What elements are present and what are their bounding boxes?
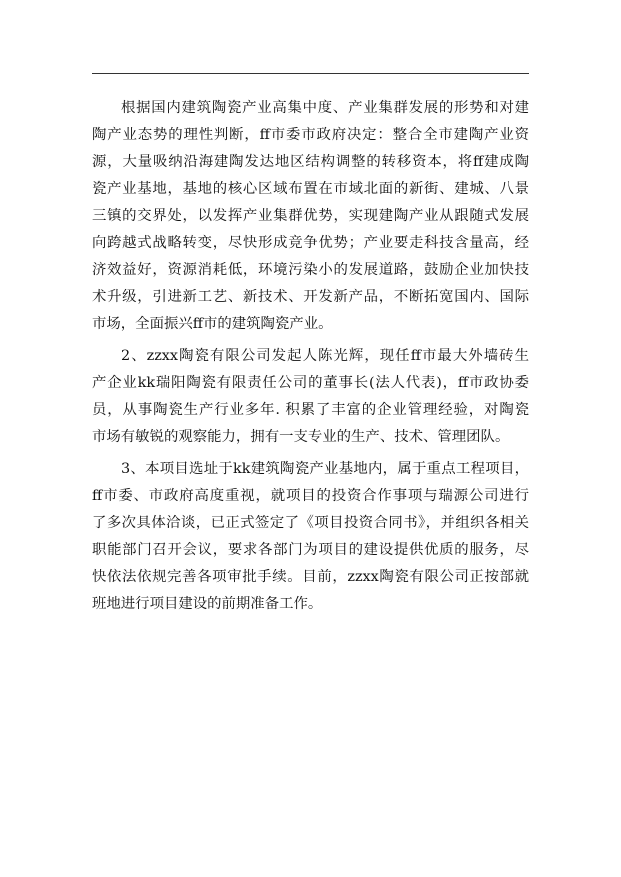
paragraph-line: 产企业kk瑞阳陶瓷有限责任公司的董事长(法人代表)，ff市政协委 — [92, 375, 529, 391]
paragraph-line: 市场有敏锐的观察能力，拥有一支专业的生产、技术、管理团队。 — [92, 429, 510, 445]
header-rule — [92, 73, 529, 74]
paragraph-line: 源，大量吸纳沿海建陶发达地区结构调整的转移资本，将ff建成陶 — [92, 154, 529, 170]
paragraph-line: 快依法依规完善各项审批手续。目前，zzxx陶瓷有限公司正按部就 — [92, 569, 529, 585]
paragraph-line: ff市委、市政府高度重视，就项目的投资合作事项与瑞源公司进行 — [92, 488, 529, 504]
paragraph-line: 班地进行项目建设的前期准备工作。 — [92, 596, 323, 612]
paragraph-line: 向跨越式战略转变，尽快形成竞争优势；产业要走科技含量高，经 — [92, 235, 529, 251]
paragraph-line: 职能部门召开会议，要求各部门为项目的建设提供优质的服务，尽 — [92, 542, 529, 558]
paragraph-line: 员，从事陶瓷生产行业多年. 积累了丰富的企业管理经验，对陶瓷 — [92, 402, 529, 418]
paragraph-line: 济效益好，资源消耗低，环境污染小的发展道路，鼓励企业加快技 — [92, 262, 529, 278]
paragraph-2 — [92, 343, 529, 451]
paragraph-line: 了多次具体洽谈，已正式签定了《项目投资合同书》，并组织各相关 — [92, 515, 529, 531]
paragraph-line: 市场，全面振兴ff市的建筑陶瓷产业。 — [92, 316, 333, 332]
paragraph-line: 2、zzxx陶瓷有限公司发起人陈光辉，现任ff市最大外墙砖生 — [121, 348, 529, 364]
paragraph-line: 陶产业态势的理性判断，ff市委市政府决定：整合全市建陶产业资 — [92, 127, 529, 143]
paragraph-1 — [92, 95, 529, 338]
paragraph-line: 术升级，引进新工艺、新技术、开发新产品，不断拓宽国内、国际 — [92, 289, 529, 305]
paragraph-line: 根据国内建筑陶瓷产业高集中度、产业集群发展的形势和对建 — [121, 100, 529, 116]
body-text — [92, 95, 529, 618]
paragraph-line: 瓷产业基地，基地的核心区域布置在市域北面的新街、建城、八景 — [92, 181, 529, 197]
paragraph-3 — [92, 456, 529, 618]
paragraph-line: 三镇的交界处，以发挥产业集群优势，实现建陶产业从跟随式发展 — [92, 208, 529, 224]
paragraph-line: 3、本项目选址于kk建筑陶瓷产业基地内，属于重点工程项目， — [121, 461, 529, 477]
